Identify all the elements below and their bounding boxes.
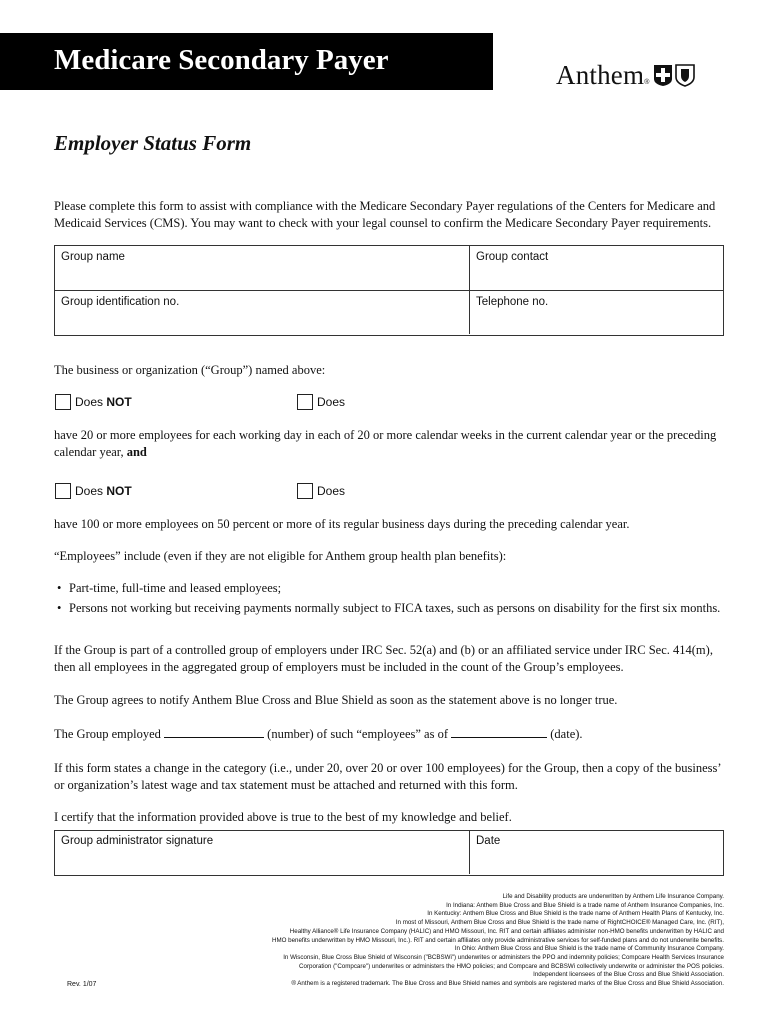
legal-fine-print [254, 893, 724, 989]
q1-does-checkbox[interactable] [297, 394, 313, 410]
document-title: Medicare Secondary Payer [54, 44, 389, 76]
q2-does-not-label: Does NOT [75, 484, 132, 498]
group-id-label: Group identification no. [61, 296, 180, 308]
employee-count-blank[interactable] [164, 726, 264, 738]
as-of-date-blank[interactable] [451, 726, 547, 738]
employed-number-label: (number) of such “employees” as of [267, 727, 449, 741]
q1-does-not-label: Does NOT [75, 395, 132, 409]
employees-intro: “Employees” include (even if they are not eligible for Anthem group health plan benefits): [54, 549, 507, 563]
q2-text: have 100 or more employees on 50 percent or more of its regular business days during the preceding calendar year. [54, 517, 630, 531]
change-line-1: If this form states a change in the category (i.e., under 20, over 20 or over 100 employees) for the Group, then a copy of the business’ [54, 761, 722, 775]
signature-field[interactable] [55, 831, 468, 873]
fine-print-line: ® Anthem is a registered trademark. The Blue Cross and Blue Shield names and symbols are registered marks of the Blue Cross and Blue Shield Association. [291, 980, 724, 988]
bullet-item-1: Part-time, full-time and leased employees; [69, 581, 282, 595]
notify-statement: The Group agrees to notify Anthem Blue Cross and Blue Shield as soon as the statement above is no longer true. [54, 693, 618, 707]
group-id-field[interactable] [55, 291, 468, 333]
fine-print-line: In Indiana: Anthem Blue Cross and Blue Shield is a trade name of Anthem Insurance Companies, Inc. [446, 901, 724, 909]
intro-line-2: Medicaid Services (CMS). You may want to check with your legal counsel to confirm the Medicare Secondary Payer requirements. [54, 216, 712, 230]
controlled-group-line-2: then all employees in the aggregated group of employers must be included in the count of the Group’s employees. [54, 660, 624, 674]
q1-text-line-1: have 20 or more employees for each working day in each of 20 or more calendar weeks in the current calendar year or the preceding [54, 428, 717, 442]
fine-print-line: In Wisconsin, Blue Cross Blue Shield of Wisconsin ("BCBSWi") underwrites or administers the PPO and indemnity policies; Compcare Health Services Insurance [283, 953, 724, 961]
group-contact-label: Group contact [476, 251, 549, 263]
fine-print-line: Corporation ("Compcare") underwrites or administers the HMO policies; and Compcare and BCBSWi collectively underwrite or administer the POS policies. [299, 962, 724, 970]
group-name-field[interactable] [55, 246, 468, 289]
fine-print-line: Life and Disability products are underwritten by Anthem Life Insurance Company. [502, 893, 724, 900]
logo-registered-mark: ® [644, 79, 650, 86]
employed-date-label: (date). [550, 727, 583, 741]
q1-text-line-2: calendar year, and [54, 445, 147, 459]
form-title: Employer Status Form [54, 131, 252, 155]
bullet-dot: • [57, 581, 62, 595]
q2-does-label: Does [317, 484, 346, 498]
intro-line-1: Please complete this form to assist with compliance with the Medicare Secondary Payer regulations of the Centers for Medicare and [54, 199, 716, 213]
telephone-field[interactable] [470, 291, 721, 333]
certify-statement: I certify that the information provided above is true to the best of my knowledge and belief. [54, 810, 512, 824]
anthem-logo [556, 60, 697, 90]
blue-cross-blue-shield-icon [651, 63, 697, 87]
fine-print-line: In most of Missouri, Anthem Blue Cross and Blue Shield is the trade name of RightCHOICE® Managed Care, Inc. (RIT), [395, 919, 724, 927]
q1-does-label: Does [317, 395, 346, 409]
group-name-label: Group name [61, 251, 125, 263]
q2-does-checkbox[interactable] [297, 483, 313, 499]
fine-print-line: In Ohio: Anthem Blue Cross and Blue Shield is the trade name of Community Insurance Company. [454, 945, 724, 953]
business-intro: The business or organization (“Group”) named above: [54, 363, 326, 377]
controlled-group-line-1: If the Group is part of a controlled group of employers under IRC Sec. 52(a) and (b) or an affiliated service under IRC Sec. 414(m), [54, 643, 713, 657]
date-field[interactable] [470, 831, 721, 873]
employed-line [54, 726, 724, 743]
group-contact-field[interactable] [470, 246, 721, 289]
change-line-2: or organization’s latest wage and tax statement must be attached and returned with this form. [54, 778, 518, 792]
bullet-dot: • [57, 601, 62, 615]
fine-print-line: Independent licensees of the Blue Cross and Blue Shield Association. [533, 971, 724, 979]
telephone-label: Telephone no. [476, 296, 549, 308]
signature-label: Group administrator signature [61, 835, 214, 847]
revision-label: Rev. 1/07 [67, 981, 97, 988]
bullet-item-2: Persons not working but receiving payments normally subject to FICA taxes, such as persons on disability for the first six months. [69, 601, 721, 615]
date-label: Date [476, 835, 501, 847]
logo-wordmark: Anthem [556, 59, 645, 90]
fine-print-line: In Kentucky: Anthem Blue Cross and Blue Shield is the trade name of Anthem Health Plans of Kentucky, Inc. [427, 910, 724, 918]
q1-does-not-checkbox[interactable] [55, 394, 71, 410]
q2-does-not-checkbox[interactable] [55, 483, 71, 499]
fine-print-line: Healthy Alliance® Life Insurance Company (HALIC) and HMO Missouri, Inc. RIT and certain affiliates administer non-HMO benefits underwritten by HALIC and [289, 927, 724, 935]
employed-prefix: The Group employed [54, 727, 161, 741]
fine-print-line: HMO benefits underwritten by HMO Missouri, Inc.). RIT and certain affiliates only provide administrative services for self-funded plans and do not underwrite benefits. [271, 936, 724, 944]
